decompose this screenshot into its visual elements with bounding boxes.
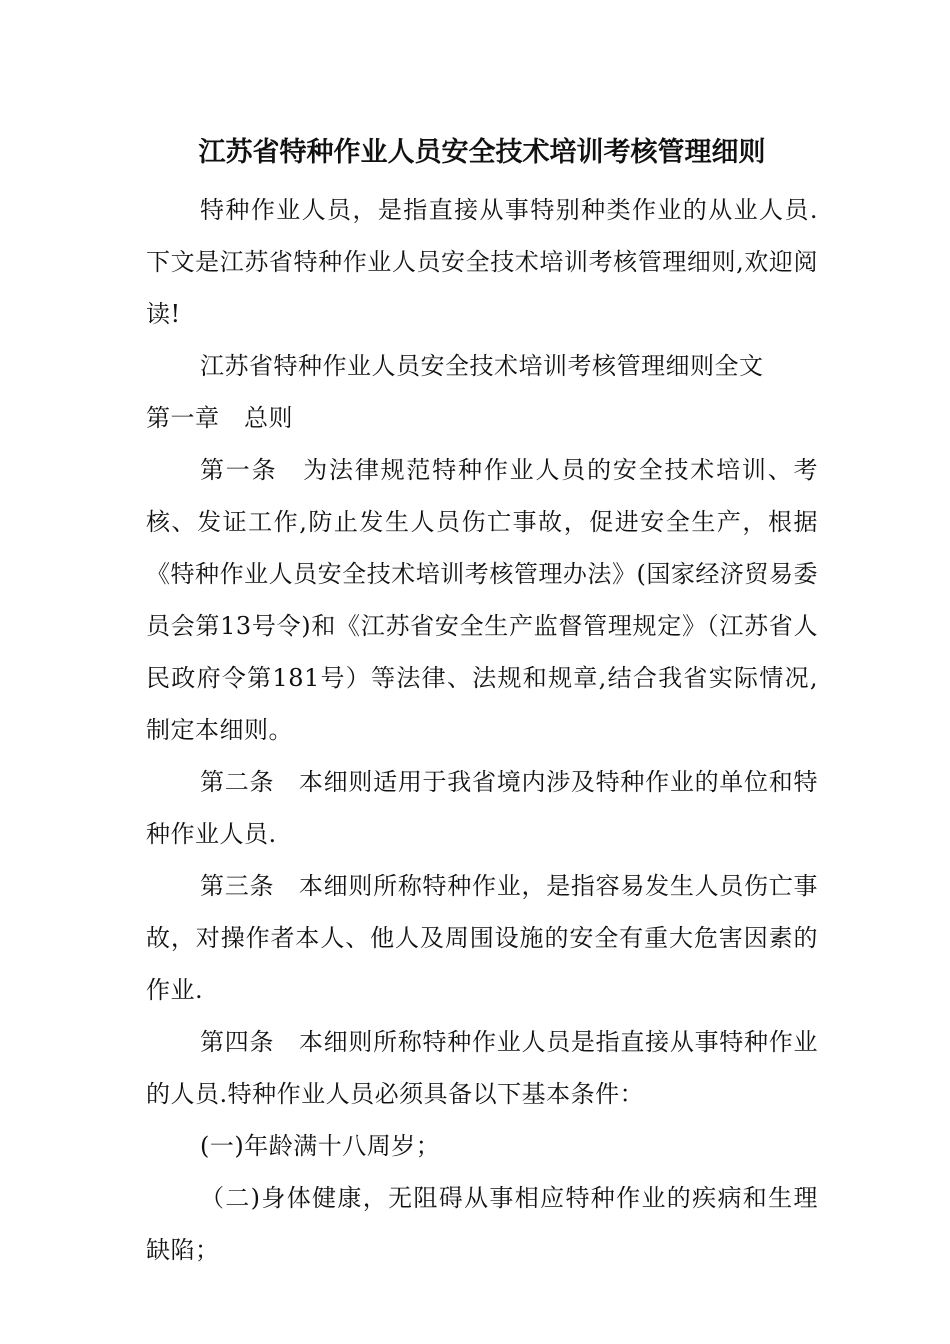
document-body <box>146 128 818 1276</box>
condition-1: (一)年龄满十八周岁； <box>200 1132 441 1160</box>
article-2: 第二条 本细则适用于我省境内涉及特种作业的单位和特种作业人员. <box>146 768 818 848</box>
article-1: 第一条 为法律规范特种作业人员的安全技术培训、考核、发证工作,防止发生人员伤亡事故，促进安全生产，根据《特种作业人员安全技术培训考核管理办法》(国家经济贸易委员会第13号令)和《江苏省安全生产监督管理规定》（江苏省人民政府令第181号）等法律、法规和规章,结合我省实际情况,制定本细则。 <box>146 456 818 744</box>
article-3: 第三条 本细则所称特种作业，是指容易发生人员伤亡事故，对操作者本人、他人及周围设施的安全有重大危害因素的作业. <box>146 872 818 1004</box>
intro-paragraph: 特种作业人员，是指直接从事特别种类作业的从业人员.下文是江苏省特种作业人员安全技术培训考核管理细则,欢迎阅读! <box>146 196 818 328</box>
document-title: 江苏省特种作业人员安全技术培训考核管理细则 <box>198 137 766 168</box>
chapter-heading: 第一章 总则 <box>146 404 293 432</box>
condition-2: （二)身体健康，无阻碍从事相应特种作业的疾病和生理缺陷； <box>146 1184 818 1264</box>
article-4: 第四条 本细则所称特种作业人员是指直接从事特种作业的人员.特种作业人员必须具备以下基本条件： <box>146 1028 818 1108</box>
fulltext-heading: 江苏省特种作业人员安全技术培训考核管理细则全文 <box>200 352 764 380</box>
